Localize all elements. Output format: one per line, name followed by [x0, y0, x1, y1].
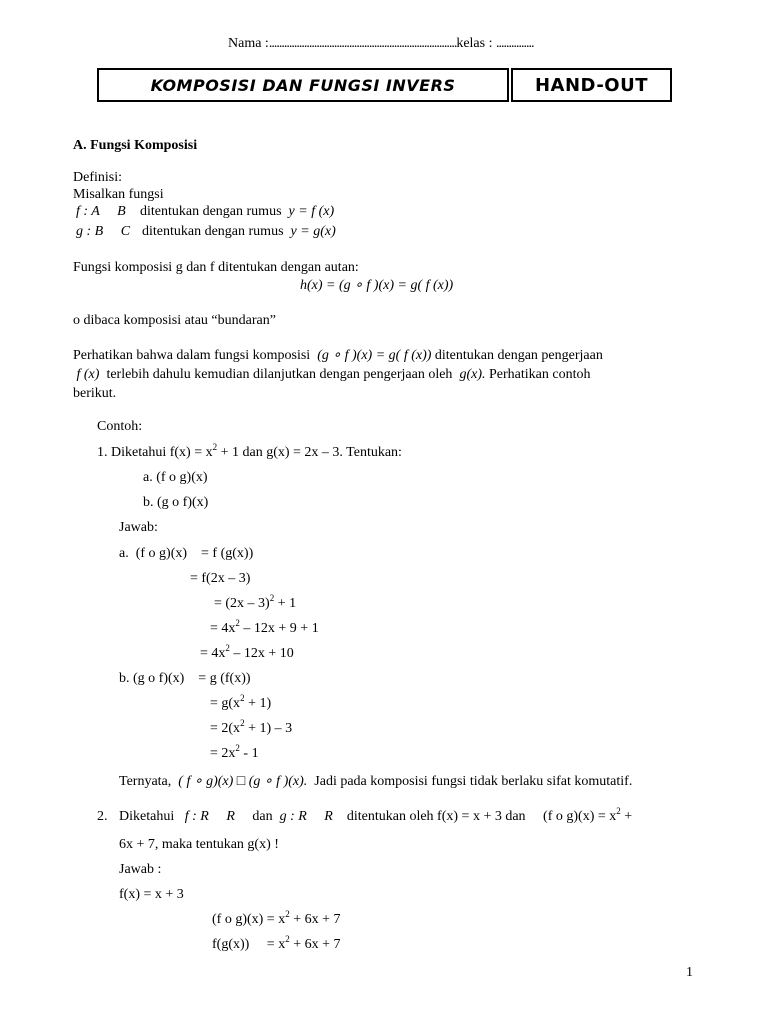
jawab-label: Jawab: [119, 520, 158, 535]
answer-a-line-5: = $4x^2 - 12x + 10$ [200, 643, 294, 661]
nama-label: Nama : [228, 36, 269, 51]
contoh-1-a: a. (f o g)(x) [143, 470, 208, 485]
contoh-1-text: 1. Diketahui $f(x) = x^2 + 1$ dan g(x) = 2x – 3. Tentukan: [97, 442, 402, 460]
contoh-label: Contoh: [97, 419, 143, 434]
page-number: 1 [686, 965, 693, 980]
kelas-blank: ............... [495, 36, 534, 51]
answer-a-line-4: = $4x^2 - 12x + 9 + 1$ [210, 618, 319, 636]
fog-equation: (f o $g)(x) = x^2 + 6x + 7$ [212, 909, 341, 927]
answer-a-line-3: = (2x – 3)$^2$ + 1 [214, 593, 297, 611]
komposisi-formula: h(x) = (g ∘ f )(x) = g( f (x)) [300, 278, 454, 293]
komposisi-line: Fungsi komposisi g dan f ditentukan dengan autan: [73, 260, 359, 275]
fx-definition: f(x) = x + 3 [119, 887, 184, 902]
answer-b-line-4: = $2x^2 - 1$ [210, 743, 259, 761]
answer-b-line-1: b. (g o f)(x) = g (f(x)) [119, 671, 251, 686]
contoh-1-b: b. (g o f)(x) [143, 495, 209, 510]
kelas-label: kelas : [456, 36, 493, 51]
misalkan-text: Misalkan fungsi [73, 187, 164, 202]
answer-a-line-2: = f(2x – 3) [190, 571, 251, 586]
section-heading: A. Fungsi Komposisi [73, 138, 198, 153]
contoh-2-line-1: 2. Diketahui f : R R dan g : R R ditentukan oleh f(x) = x + 3 dan (f o $g)(x) = x^2$ + [97, 806, 633, 824]
jawab-2-label: Jawab : [119, 862, 162, 877]
g-definition: g : B C ditentukan dengan rumus y = g(x) [76, 224, 336, 239]
answer-b-line-2: = $g(x^2 + 1)$ [210, 693, 272, 711]
fgx-equation: f(g(x)) = $x^2 + 6x + 7$ [212, 934, 341, 952]
perhatikan-line-3: berikut. [73, 386, 117, 401]
perhatikan-line-2: f (x) terlebih dahulu kemudian dilanjutkan dengan pengerjaan oleh g(x). Perhatikan contoh [76, 367, 591, 382]
handout-badge: HAND-OUT [511, 68, 672, 102]
document-title: KOMPOSISI DAN FUNGSI INVERS [97, 68, 509, 102]
perhatikan-line-1: Perhatikan bahwa dalam fungsi komposisi (g ∘ f )(x) = g( f (x)) ditentukan dengan pengerjaan [73, 348, 603, 363]
answer-a-line-1: a. (f o g)(x) = f (g(x)) [119, 546, 254, 561]
o-dibaca-text: o dibaca komposisi atau “bundaran” [73, 313, 276, 328]
f-definition: f : A B ditentukan dengan rumus y = f (x) [76, 204, 335, 219]
definisi-label: Definisi: [73, 170, 122, 185]
answer-b-line-3: = $2(x^2 + 1) - 3$ [210, 718, 293, 736]
ternyata-line: Ternyata, ( f ∘ g)(x) □ (g ∘ f )(x). Jadi pada komposisi fungsi tidak berlaku sifat komutatif. [119, 774, 633, 789]
nama-blank: ........................................................................... [268, 36, 457, 51]
contoh-2-line-2: 6x + 7, maka tentukan g(x) ! [119, 837, 279, 852]
nama-line [228, 36, 533, 52]
